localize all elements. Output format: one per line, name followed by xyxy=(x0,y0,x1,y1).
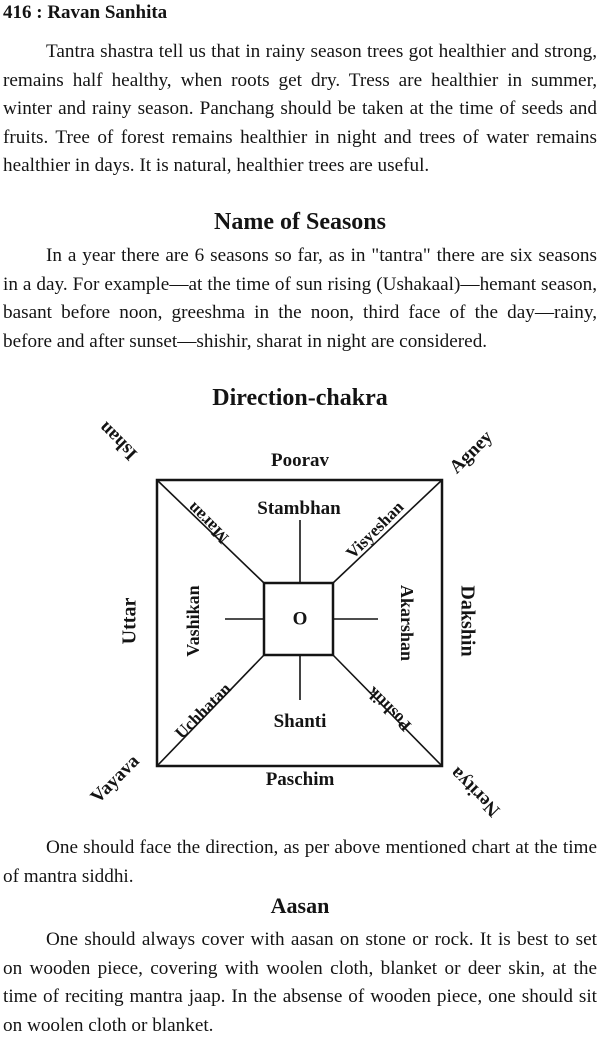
karma-uchhatan: Uchhatan xyxy=(171,679,235,743)
direction-neritya: Neritya xyxy=(446,762,505,821)
heading-aasan: Aasan xyxy=(270,893,330,918)
diagonal-top-right xyxy=(333,480,442,583)
center-label: O xyxy=(292,608,308,630)
heading-direction-chakra: Direction-chakra xyxy=(212,385,388,411)
paragraph-seasons: In a year there are 6 seasons so far, as in "tantra" there are six seasons in a day. For example—at the time of sun rising (Ushakaal)—hemant season, basant before noon, greeshma in the noon, third face of the day—rainy, before and after sunset—shishir, sharat in night are considered. xyxy=(3,245,597,352)
direction-paschim: Paschim xyxy=(265,769,335,790)
paragraph-face-direction: One should face the direction, as per above mentioned chart at the time of mantra siddhi. xyxy=(3,837,597,887)
karma-maran: Maran xyxy=(183,498,233,548)
direction-uttar: Uttar xyxy=(118,597,141,645)
direction-poorav: Poorav xyxy=(270,450,330,471)
karma-akarshan: Akarshan xyxy=(396,584,417,662)
direction-dakshin: Dakshin xyxy=(456,585,479,657)
karma-stambhan: Stambhan xyxy=(257,498,341,519)
paragraph-aasan: One should always cover with aasan on stone or rock. It is best to set on wooden piece, covering with woolen cloth, blanket or deer skin, at the time of reciting mantra jaap. In the absense of wooden piece, one should sit on woolen cloth or blanket. xyxy=(3,929,597,1036)
paragraph-trees: Tantra shastra tell us that in rainy season trees got healthier and strong, remains half healthy, when roots get dry. Tress are healthier in summer, winter and rainy season. Panchang should be taken at the time of seeds and fruits. Tree of forest remains healthier in night and trees of water remains healthier in days. It is natural, healthier trees are useful. xyxy=(3,41,597,177)
karma-visyeshan: Visyeshan xyxy=(342,497,408,563)
heading-name-of-seasons: Name of Seasons xyxy=(214,209,386,235)
direction-ishan: Ishan xyxy=(94,417,142,465)
karma-shanti: Shanti xyxy=(273,711,327,732)
karma-vashikan: Vashikan xyxy=(183,585,204,657)
page-header: 416 : Ravan Sanhita xyxy=(3,2,168,23)
direction-chakra-diagram xyxy=(0,414,600,834)
direction-agney: Agney xyxy=(445,426,497,478)
karma-poshtik: Poshtik xyxy=(362,683,415,736)
direction-vayava: Vayava xyxy=(86,750,144,808)
